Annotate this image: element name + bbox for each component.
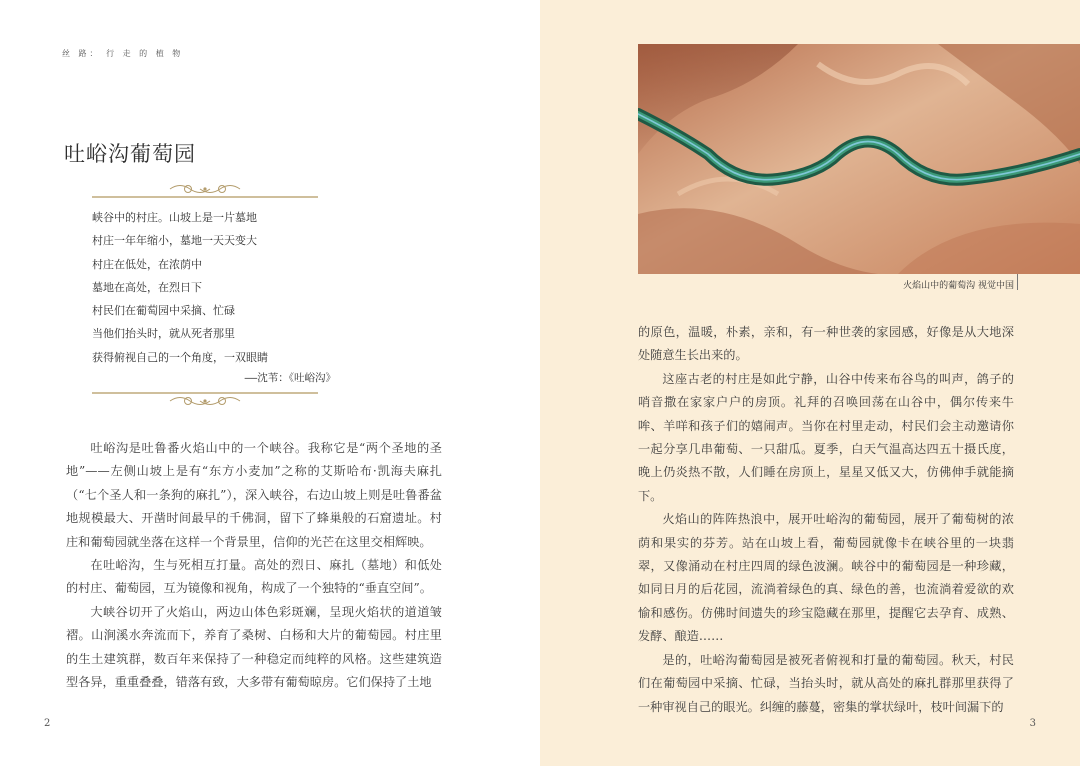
paragraph: 在吐峪沟，生与死相互打量。高处的烈日、麻扎（墓地）和低处的村庄、葡萄园，互为镜像和视角，构成了一个独特的“垂直空间”。 — [66, 558, 442, 596]
poem-line: 墓地在高处，在烈日下 — [92, 280, 202, 294]
poem-line: 村庄一年年缩小，墓地一天天变大 — [92, 234, 257, 248]
ornament-divider-top — [92, 180, 318, 198]
poem-line: 获得俯视自己的一个角度，一双眼睛 — [92, 350, 268, 364]
ornament-rule — [92, 196, 318, 198]
poem-line: 峡谷中的村庄。山坡上是一片墓地 — [92, 211, 257, 224]
photo-caption: 火焰山中的葡萄沟 视觉中国 — [903, 281, 1014, 291]
right-body-text — [638, 321, 1014, 719]
chapter-title: 吐峪沟葡萄园 — [64, 142, 196, 166]
poem-line: 村民们在葡萄园中采摘、忙碌 — [92, 304, 235, 318]
poem-line: 当他们抬头时，就从死者那里 — [92, 327, 235, 341]
paragraph: 大峡谷切开了火焰山，两边山体色彩斑斓，呈现火焰状的道道皱褶。山涧溪水奔流而下，养育了桑树、白杨和大片的葡萄园。村庄里的生土建筑群，数百年来保持了一种稳定而纯粹的风格。这些建筑造型各异，重重叠叠，错落有致，大多带有葡萄晾房。它们保持了土地 — [66, 604, 442, 690]
paragraph: 火焰山的阵阵热浪中，展开吐峪沟的葡萄园，展开了葡萄树的浓荫和果实的芬芳。站在山坡上看，葡萄园就像卡在峡谷里的一块翡翠，又像涌动在村庄四周的绿色波澜。峡谷中的葡萄园是一种珍藏，如同日月的后花园，流淌着绿色的真、绿色的善，也流淌着爱欲的欢愉和感伤。仿佛时间遗失的珍宝隐藏在那里，提醒它去孕育、成熟、发酵、酿造…… — [638, 512, 1014, 644]
right-page — [540, 0, 1080, 766]
paragraph: 这座古老的村庄是如此宁静，山谷中传来布谷鸟的叫声，鸽子的哨音撒在家家户户的房顶。礼拜的召唤回荡在山谷中，偶尔传来牛哞、羊咩和孩子们的嬉闹声。当你在村里走动，村民们会主动邀请你一起分享几串葡萄、一只甜瓜。夏季，白天气温高达四五十摄氏度，晚上仍炎热不散，人们睡在房顶上，星星又低又大，仿佛伸手就能摘下。 — [638, 371, 1014, 503]
poem-epigraph — [92, 206, 332, 369]
canyon-photo-illustration — [638, 44, 1080, 274]
paragraph: 吐峪沟是吐鲁番火焰山中的一个峡谷。我称它是“两个圣地的圣地”——左侧山坡上是有“东方小麦加”之称的艾斯哈布·凯海夫麻扎（“七个圣人和一条狗的麻扎”），深入峡谷，右边山坡上则是吐鲁番盆地规模最大、开凿时间最早的千佛洞，留下了蜂巢般的石窟遗址。村庄和葡萄园就坐落在这样一个背景里，信仰的光芒在这里交相辉映。 — [66, 441, 442, 549]
scroll-ornament-icon — [168, 392, 242, 410]
ornament-divider-bottom — [92, 392, 318, 410]
running-header: 丝 路： 行 走 的 植 物 — [62, 49, 184, 58]
page-number-left: 2 — [44, 718, 51, 729]
paragraph: 是的，吐峪沟葡萄园是被死者俯视和打量的葡萄园。秋天，村民们在葡萄园中采摘、忙碌，当抬头时，就从高处的麻扎群那里获得了一种审视自己的眼光。纠缠的藤蔓，密集的掌状绿叶，枝叶间漏下的 — [638, 652, 1014, 714]
page-number-right: 3 — [1029, 718, 1036, 729]
poem-attribution: ——沈苇：《吐峪沟》 — [244, 372, 336, 384]
paragraph: 的原色，温暖，朴素，亲和，有一种世袭的家园感，好像是从大地深处随意生长出来的。 — [638, 325, 1014, 363]
caption-divider — [1017, 274, 1018, 290]
poem-line: 村庄在低处，在浓荫中 — [92, 257, 202, 271]
canyon-aerial-photo — [638, 44, 1080, 274]
left-body-text — [66, 437, 442, 694]
